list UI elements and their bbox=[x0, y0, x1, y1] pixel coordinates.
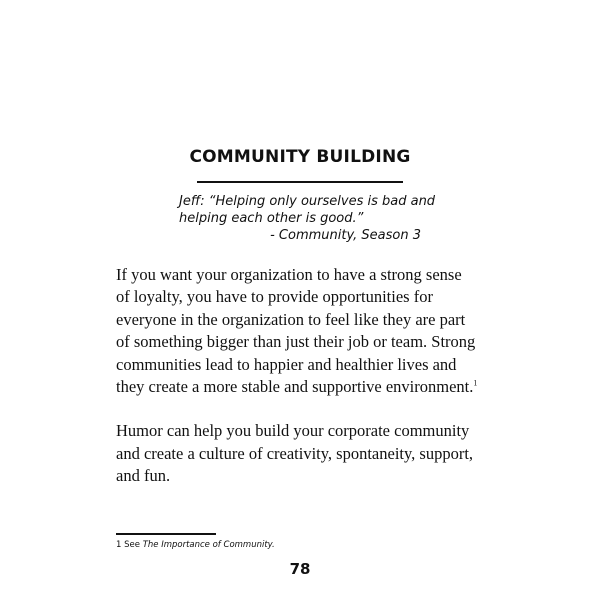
epigraph-attribution: - Community, Season 3 bbox=[270, 228, 421, 243]
page-number: 78 bbox=[289, 560, 311, 578]
body-text bbox=[116, 264, 496, 510]
epigraph bbox=[179, 193, 436, 244]
paragraph-line: Humor can help you build your corporate community bbox=[116, 421, 470, 441]
footnote-divider bbox=[116, 533, 216, 535]
paragraph bbox=[116, 420, 496, 487]
footnote-prefix: See bbox=[124, 540, 140, 550]
chapter-title: COMMUNITY BUILDING bbox=[189, 147, 411, 167]
paragraph-last-line bbox=[116, 376, 496, 398]
epigraph-line: Jeff: “Helping only ourselves is bad and bbox=[179, 194, 436, 209]
footnote bbox=[116, 540, 275, 550]
footnote-reference-title: The Importance of Community. bbox=[142, 540, 275, 550]
paragraph-line: of loyalty, you have to provide opportunities for bbox=[116, 287, 433, 307]
paragraph bbox=[116, 264, 496, 398]
paragraph-line: everyone in the organization to feel like they are part bbox=[116, 309, 466, 329]
paragraph-line: and fun. bbox=[116, 466, 171, 486]
epigraph-line: helping each other is good.” bbox=[179, 211, 364, 226]
title-underline bbox=[197, 181, 403, 183]
paragraph-line: of something bigger than just their job or team. Strong bbox=[116, 332, 476, 352]
paragraph-line: and create a culture of creativity, spontaneity, support, bbox=[116, 443, 474, 463]
paragraph-line-text: they create a more stable and supportive environment. bbox=[116, 377, 474, 397]
paragraph-line: communities lead to happier and healthier lives and bbox=[116, 354, 457, 374]
paragraph-line: If you want your organization to have a strong sense bbox=[116, 265, 462, 284]
footnote-marker[interactable]: 1 bbox=[473, 378, 478, 388]
footnote-number: 1 bbox=[116, 540, 122, 550]
